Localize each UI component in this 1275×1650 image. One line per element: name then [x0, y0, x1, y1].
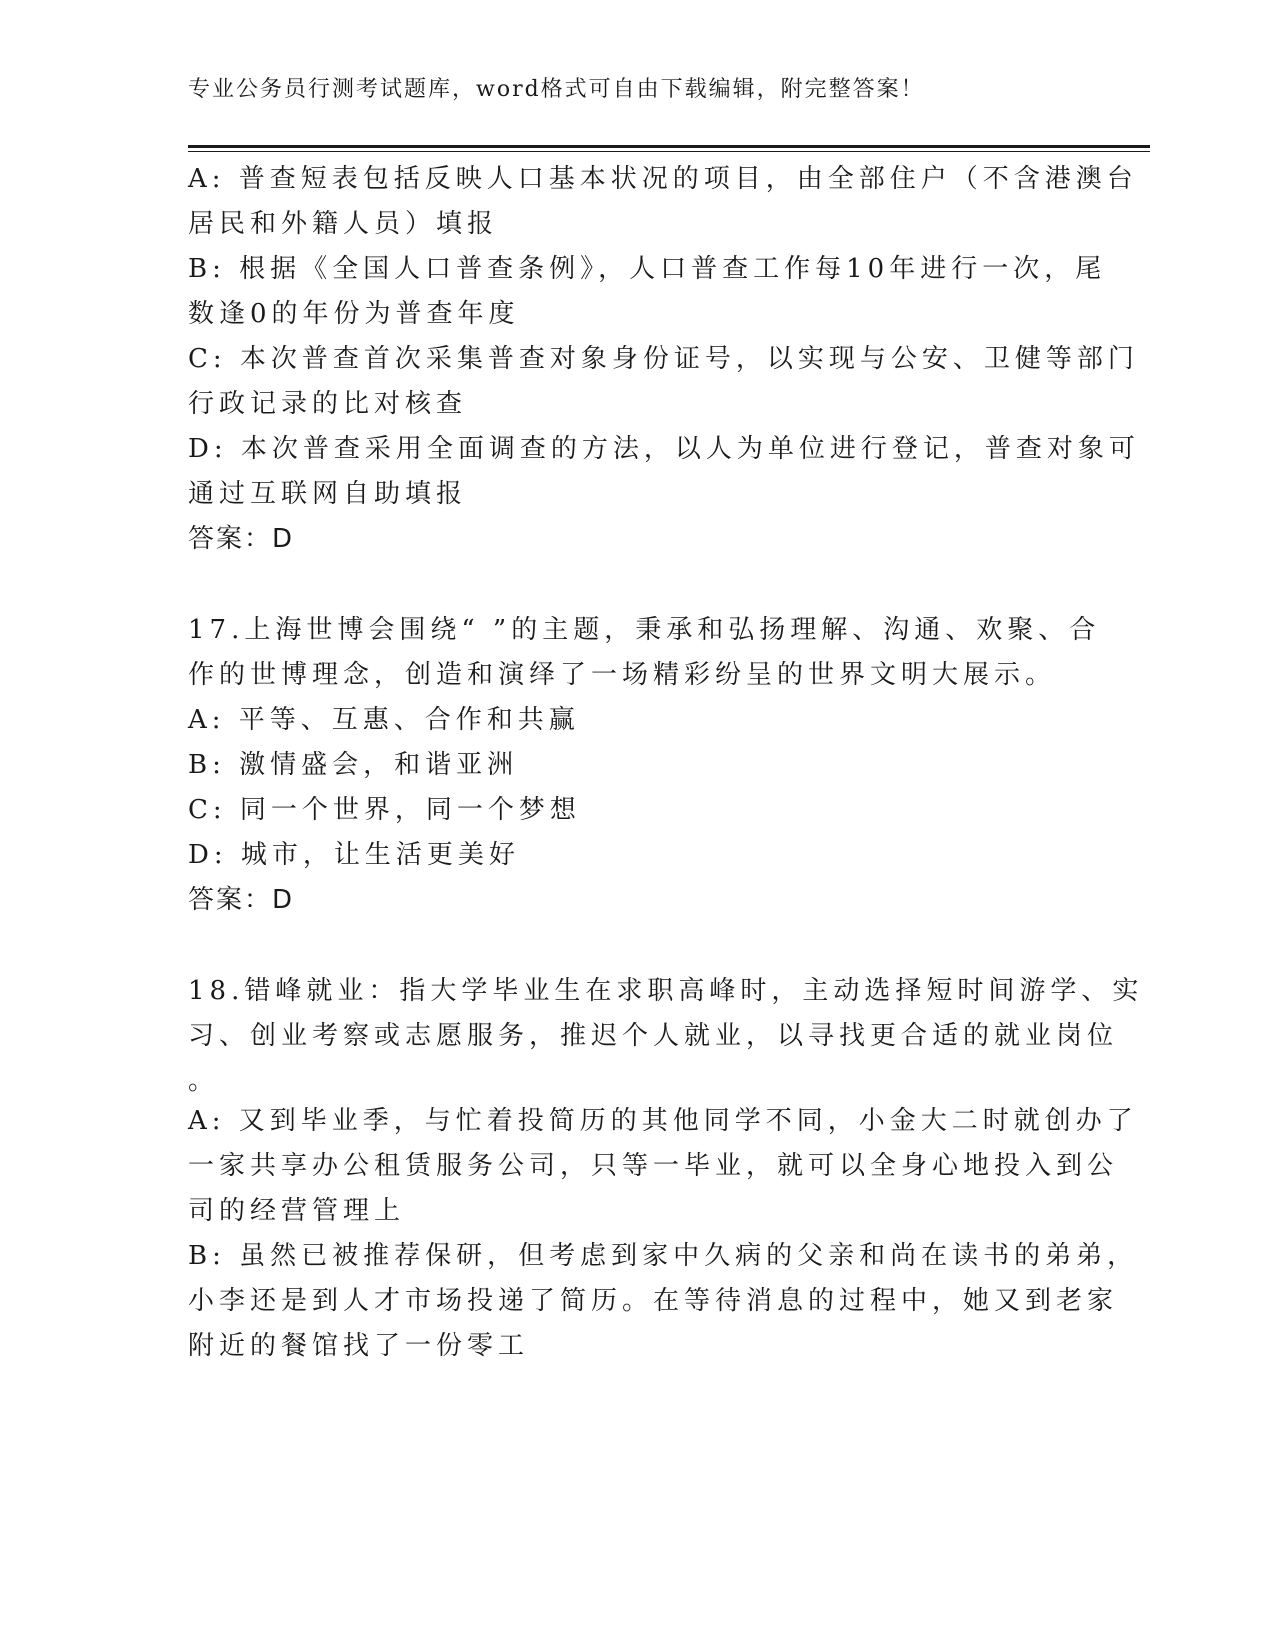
q16-option-c-line-1: C: 本次普查首次采集普查对象身份证号，以实现与公安、卫健等部门	[188, 344, 1139, 374]
q17-stem-line-1: 17.上海世博会围绕“ ”的主题，秉承和弘扬理解、沟通、欢聚、合	[188, 615, 1101, 645]
q17-stem-line-2: 作的世博理念，创造和演绎了一场精彩纷呈的世界文明大展示。	[188, 660, 1057, 690]
q18-option-a-line-3: 司的经营管理上	[188, 1196, 406, 1226]
q17-option-b: B: 激情盛会，和谐亚洲	[188, 750, 519, 780]
page-header: 专业公务员行测考试题库，word格式可自由下载编辑，附完整答案！	[188, 77, 925, 102]
q16-option-d-line-1: D: 本次普查采用全面调查的方法，以人为单位进行登记，普查对象可	[188, 434, 1140, 464]
question-16-options	[188, 157, 1140, 517]
spacer	[188, 562, 1068, 608]
document-body	[188, 157, 1144, 1369]
q18-option-b-line-2: 小李还是到人才市场投递了简历。在等待消息的过程中，她又到老家	[188, 1286, 1119, 1316]
question-17	[188, 608, 1101, 878]
q16-option-b-line-1: B: 根据《全国人口普查条例》，人口普查工作每10年进行一次，尾	[188, 254, 1107, 284]
q17-option-d: D: 城市，让生活更美好	[188, 840, 520, 870]
q17-option-a: A: 平等、互惠、合作和共赢	[188, 705, 580, 735]
q18-option-b-line-3: 附近的餐馆找了一份零工	[188, 1331, 530, 1361]
q16-option-b-line-2: 数逢0的年份为普查年度	[188, 299, 520, 329]
q18-option-a-line-1: A: 又到毕业季，与忙着投简历的其他同学不同，小金大二时就创办了	[188, 1106, 1138, 1136]
q18-stem-line-3: 。	[188, 1066, 220, 1096]
q18-stem-line-2: 习、创业考察或志愿服务，推迟个人就业，以寻找更合适的就业岗位	[188, 1021, 1119, 1051]
header-rule-thin	[188, 151, 1150, 152]
q16-option-a-line-2: 居民和外籍人员）填报	[188, 209, 499, 239]
q16-option-d-line-2: 通过互联网自助填报	[188, 479, 468, 509]
q17-option-c: C: 同一个世界，同一个梦想	[188, 795, 581, 825]
q17-answer: 答案：D	[188, 885, 295, 915]
header-rule-thick	[188, 145, 1150, 148]
q18-option-b-line-1: B: 虽然已被推荐保研，但考虑到家中久病的父亲和尚在读书的弟弟，	[188, 1241, 1139, 1271]
spacer	[188, 923, 1068, 969]
q18-stem-line-1: 18.错峰就业：指大学毕业生在求职高峰时，主动选择短时间游学、实	[188, 976, 1144, 1006]
q16-option-a-line-1: A: 普查短表包括反映人口基本状况的项目，由全部住户（不含港澳台	[188, 164, 1138, 194]
q16-option-c-line-2: 行政记录的比对核查	[188, 389, 468, 419]
question-18	[188, 969, 1144, 1369]
q16-answer: 答案：D	[188, 524, 295, 554]
q18-option-a-line-2: 一家共享办公租赁服务公司，只等一毕业，就可以全身心地投入到公	[188, 1151, 1119, 1181]
